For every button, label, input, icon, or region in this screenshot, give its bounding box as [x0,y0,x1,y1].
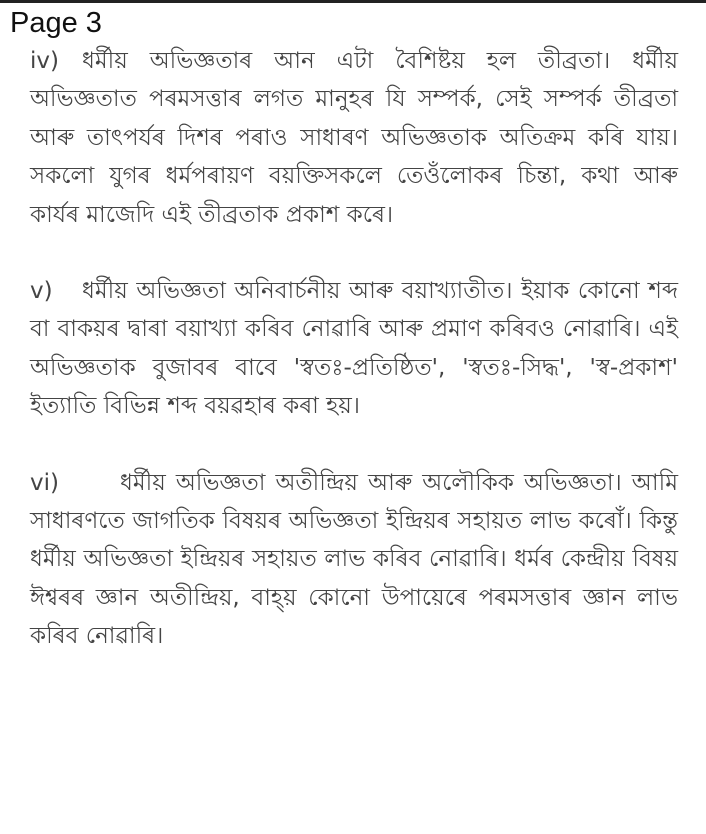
paragraph-iv [30,42,678,234]
paragraph-marker: iv) [30,48,59,74]
paragraph-text: ধৰ্মীয় অভিজ্ঞতা অনিবাৰ্চনীয় আৰু বয়াখ্যাতীত। ইয়াক কোনো শব্দ বা বাকয়ৰ দ্বাৰা বয়াখ্যা কৰিব নোৱাৰি আৰু প্ৰমাণ কৰিবও নোৱাৰি। এই অভিজ্ঞতাক বুজাবৰ বাবে 'স্বতঃ-প্ৰতিষ্ঠিত', 'স্বতঃ-সিদ্ধ', 'স্ব-প্ৰকাশ' ইত্যাতি বিভিন্ন শব্দ বয়ৱহাৰ কৰা হয়। [30,278,679,420]
top-divider [0,0,706,3]
paragraph-marker: vi) [30,469,59,496]
document-body [30,42,678,656]
paragraph-text: ধৰ্মীয় অভিজ্ঞতা অতীন্দ্ৰিয় আৰু অলৌকিক অভিজ্ঞতা। আমি সাধাৰণতে জাগতিক বিষয়ৰ অভিজ্ঞতা ইন্দ্ৰিয়ৰ সহায়ত লাভ কৰোঁ। কিন্তু ধৰ্মীয় অভিজ্ঞতা ইন্দ্ৰিয়ৰ সহায়ত লাভ কৰিব নোৱাৰি। ধৰ্মৰ কেন্দ্ৰীয় বিষয় ঈশ্বৰৰ জ্ঞান অতীন্দ্ৰিয়, বাহ্য় কোনো উপায়েৰে পৰমসত্তাৰ জ্ঞান লাভ কৰিব নোৱাৰি। [30,469,678,650]
paragraph-text: ধৰ্মীয় অভিজ্ঞতাৰ আন এটা বৈশিষ্টয় হল তীব্ৰতা। ধৰ্মীয় অভিজ্ঞতাত পৰমসত্তাৰ লগত মানুহৰ যি সম্পৰ্ক, সেই সম্পৰ্ক তীব্ৰতা আৰু তাৎপৰ্যৰ দিশৰ পৰাও সাধাৰণ অভিজ্ঞতাক অতিক্ৰম কৰি যায়। সকলো যুগৰ ধৰ্মপৰায়ণ বয়ক্তিসকলে তেওঁলোকৰ চিন্তা, কথা আৰু কাৰ্যৰ মাজেদি এই তীব্ৰতাক প্ৰকাশ কৰে। [30,48,678,228]
paragraph-v [30,272,678,426]
paragraph-vi [30,464,678,656]
page-title: Page 3 [10,7,102,39]
paragraph-marker: v) [30,278,53,305]
